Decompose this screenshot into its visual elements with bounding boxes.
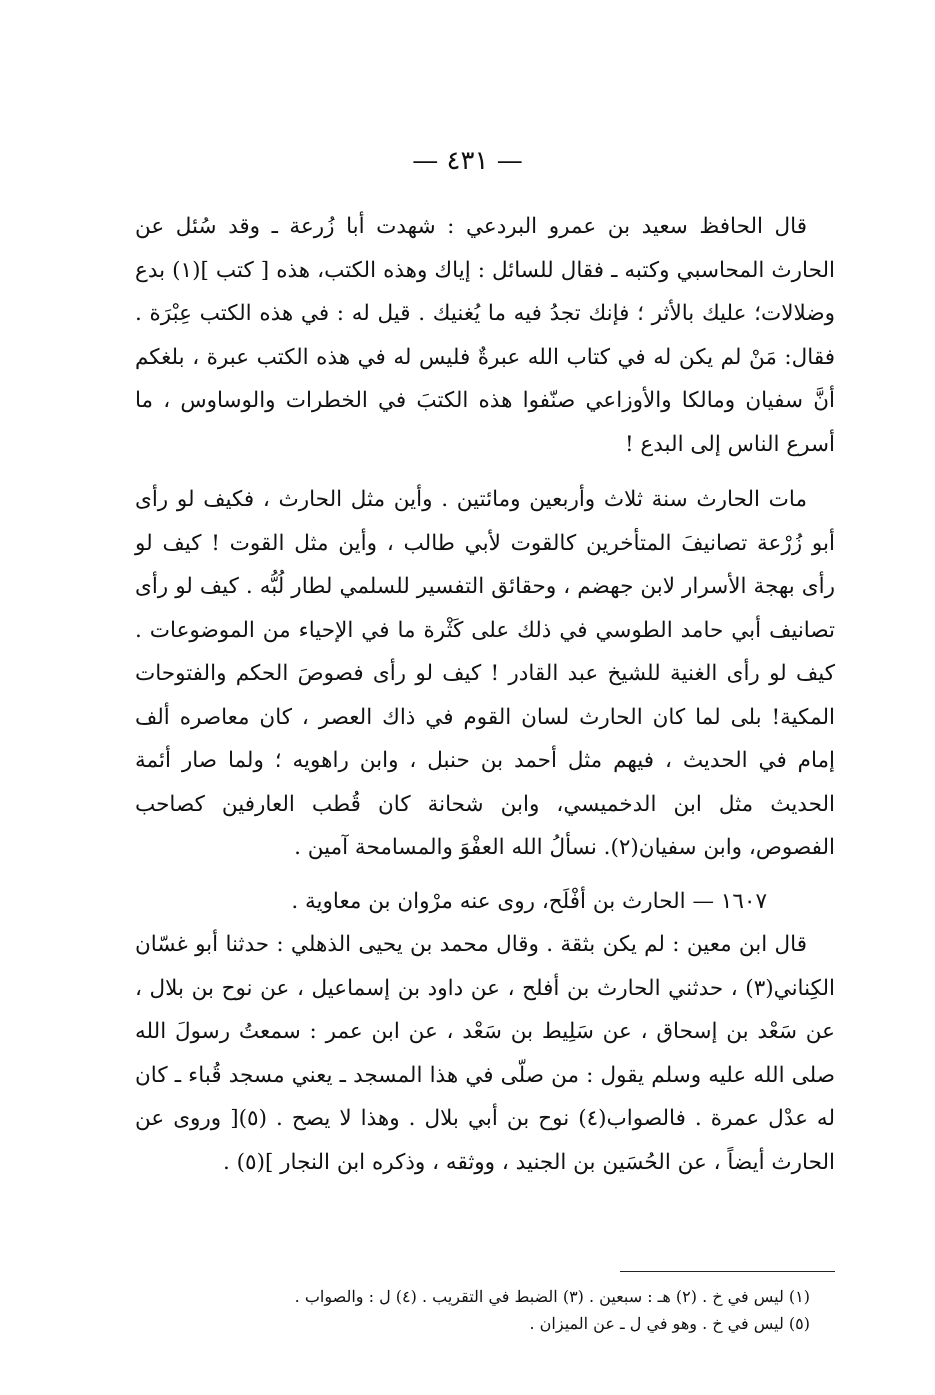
- page-number: — ٤٣١ —: [412, 146, 523, 176]
- main-text: [135, 205, 835, 1184]
- footnote-line: (١) ليس في خ . (٢) هـ : سبعين . (٣) الضبط في التقريب . (٤) ل : والصواب .: [294, 1287, 810, 1306]
- entry-heading: ١٦٠٧ — الحارث بن أفْلَح، روى عنه مرْوان بن معاوية .: [291, 888, 767, 914]
- entry-text: قال ابن معين : لم يكن بثقة . وقال محمد بن يحيى الذهلي : حدثنا أبو غسّان الكِناني(٣) ، حدثني الحارث بن أفلح ، عن داود بن إسماعيل ، عن نوح بن بلال ، عن سَعْد بن إسحاق ، عن سَلِيط بن سَعْد ، عن ابن عمر : سمعتُ رسولَ الله صلى الله عليه وسلم يقول : من صلّى في هذا المسجد ـ يعني مسجد قُباء ـ كان له عدْل عمرة . فالصواب(٤) نوح بن أبي بلال . وهذا لا يصح . (٥)[ وروى عن الحارث أيضاً ، عن الحُسَين بن الجنيد ، ووثقه ، وذكره ابن النجار ](٥) .: [135, 932, 835, 1175]
- footnote-line: (٥) ليس في خ . وهو في ل ـ عن الميزان .: [529, 1314, 810, 1333]
- footnotes: [170, 1283, 810, 1337]
- paragraph-abu-zura: قال الحافظ سعيد بن عمرو البردعي : شهدت أبا زُرعة ـ وقد سُئل عن الحارث المحاسبي وكتبه ـ فقال للسائل : إياك وهذه الكتب، هذه [ كتب ](١) بدع وضلالات؛ عليك بالأثر ؛ فإنك تجدُ فيه ما يُغنيك . قيل له : في هذه الكتب عِبْرَة . فقال: مَنْ لم يكن له في كتاب الله عبرةٌ فليس له في هذه الكتب عبرة ، بلغكم أنَّ سفيان ومالكا والأوزاعي صنّفوا هذه الكتبَ في الخطرات والوساوس ، ما أسرع الناس إلى البدع !: [135, 214, 835, 457]
- paragraph-death-of-harith: مات الحارث سنة ثلاث وأربعين ومائتين . وأين مثل الحارث ، فكيف لو رأى أبو زُرْعة تصانيفَ المتأخرين كالقوت لأبي طالب ، وأين مثل القوت ! كيف لو رأى بهجة الأسرار لابن جهضم ، وحقائق التفسير للسلمي لطار لُبُّه . كيف لو رأى تصانيف أبي حامد الطوسي في ذلك على كَثْرة ما في الإحياء من الموضوعات . كيف لو رأى الغنية للشيخ عبد القادر ! كيف لو رأى فصوصَ الحكم والفتوحات المكية! بلى لما كان الحارث لسان القوم في ذاك العصر ، كان معاصره ألف إمام في الحديث ، فيهم مثل أحمد بن حنبل ، وابن راهويه ؛ ولما صار أئمة الحديث مثل ابن الدخميسي، وابن شحانة كان قُطب العارفين كصاحب الفصوص، وابن سفيان(٢). نسألُ الله العفْوَ والمسامحة آمين .: [135, 487, 835, 860]
- footnote-divider: [620, 1271, 835, 1272]
